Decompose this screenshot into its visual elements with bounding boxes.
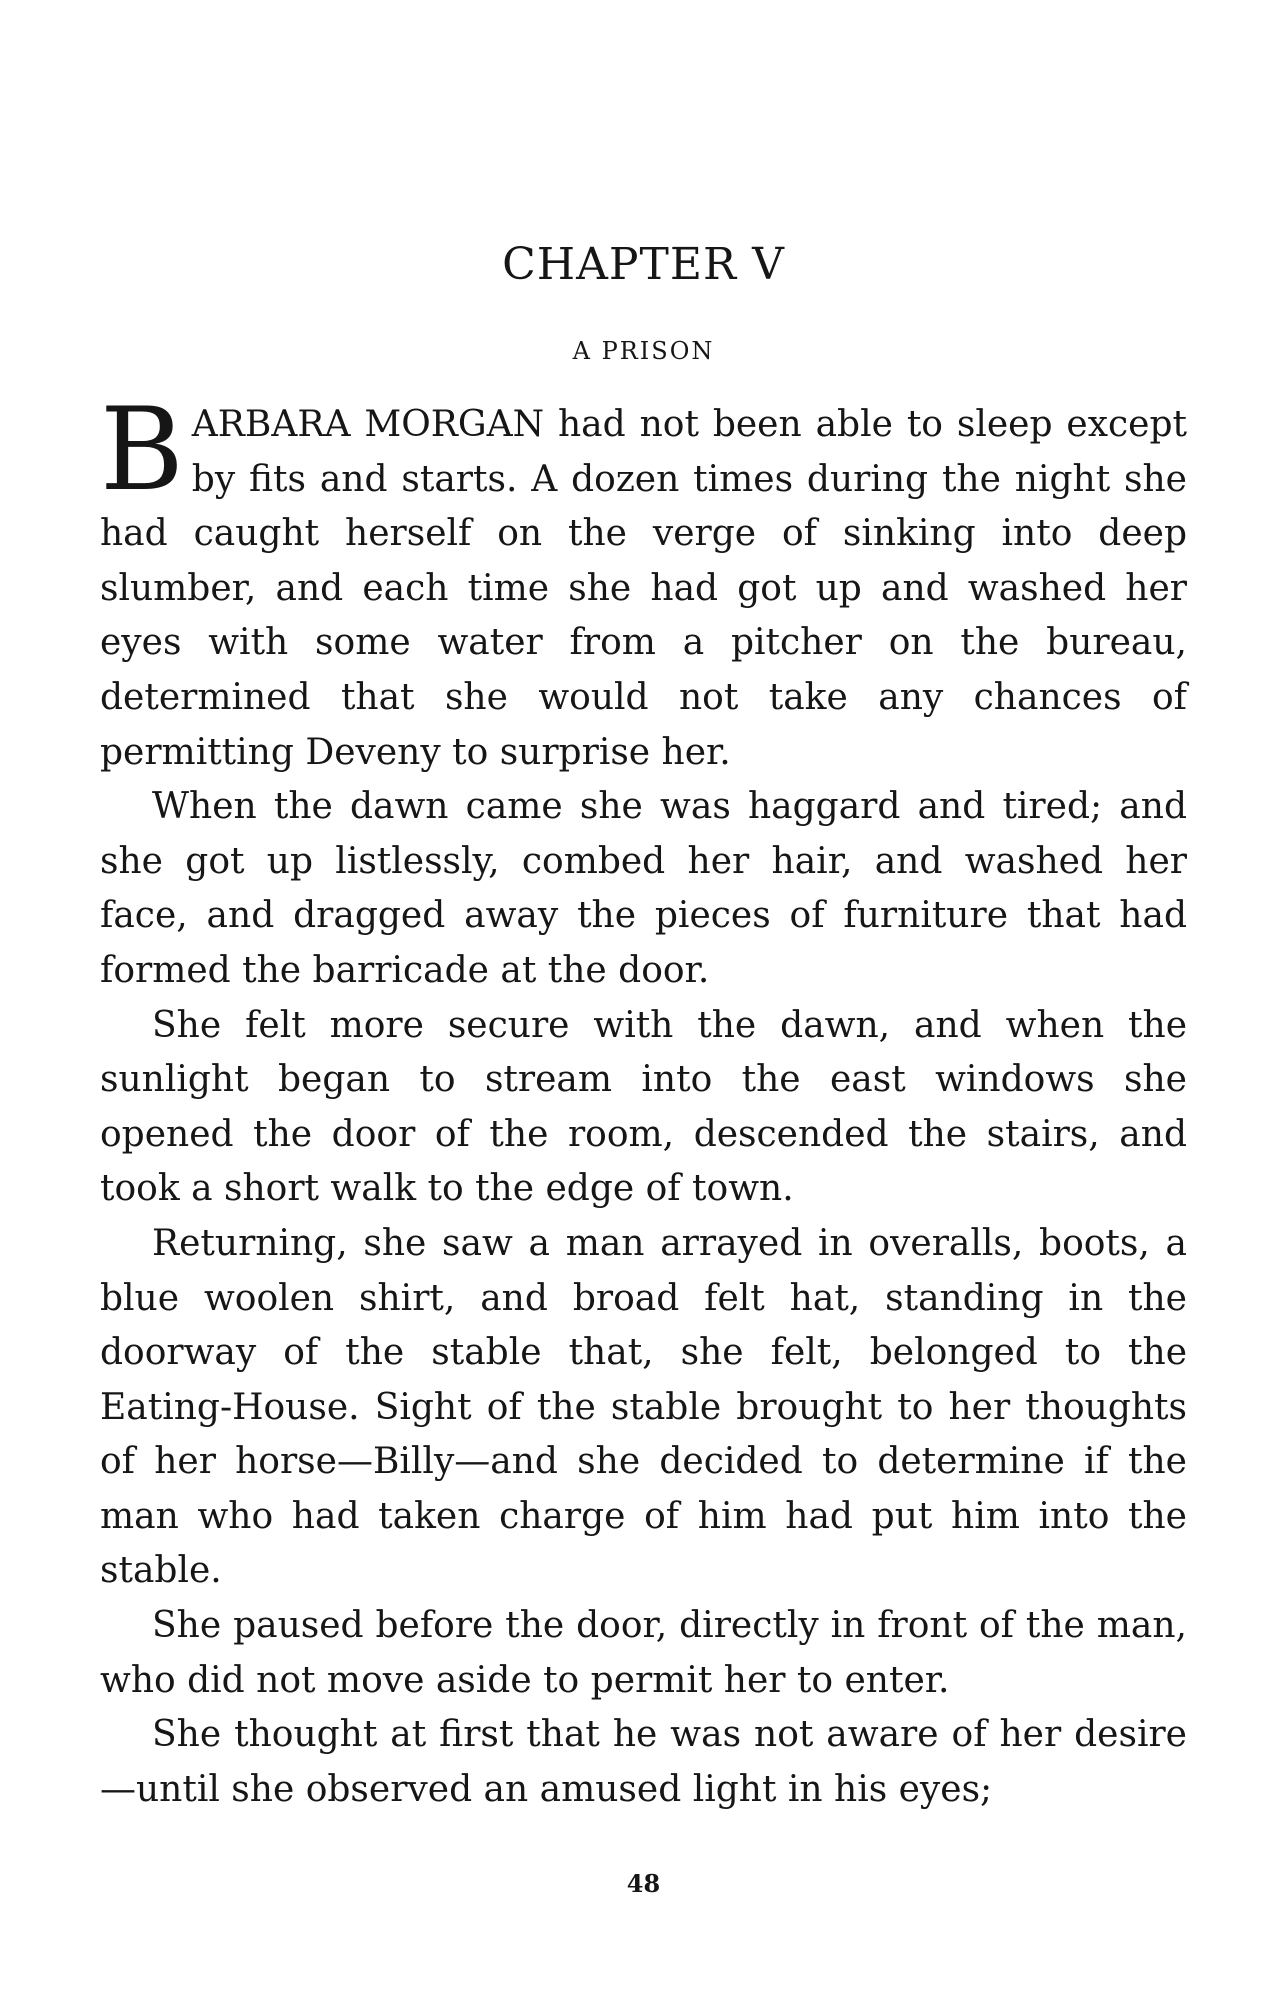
paragraph-6: She thought at first that he was not aware of her desire—until she observed an amused light in his eyes; xyxy=(100,1714,1187,1810)
chapter-body xyxy=(100,383,1187,1817)
paragraph-1 xyxy=(100,383,1187,780)
paragraph-2: When the dawn came she was haggard and tired; and she got up listlessly, combed her hair, and washed her face, and dragged away the pieces of furniture that had formed the barricade at the door. xyxy=(100,786,1187,991)
drop-cap: B xyxy=(100,383,184,516)
page-number: 48 xyxy=(626,1869,661,1898)
paragraph-4: Returning, she saw a man arrayed in overalls, boots, a blue woolen shirt, and broad felt hat, standing in the doorway of the stable that, she felt, belonged to the Eating-House. Sight of the stable brought to her thoughts of her horse—Billy—and she decided to determine if the man who had taken charge of him had put him into the stable. xyxy=(100,1222,1187,1592)
chapter-title: CHAPTER V xyxy=(502,239,785,290)
paragraph-5: She paused before the door, directly in front of the man, who did not move aside to permit her to enter. xyxy=(100,1605,1187,1701)
chapter-subtitle: A PRISON xyxy=(572,337,715,365)
paragraph-text: ARBARA MORGAN had not been able to sleep except by fits and starts. A dozen times during the night she had caught herself on the verge of sinking into deep slumber, and each time she had got up and washed her eyes with some water from a pitcher on the bureau, determined that she would not take any chances of permitting Deveny to surprise her. xyxy=(100,404,1187,773)
paragraph-3: She felt more secure with the dawn, and when the sunlight began to stream into the east windows she opened the door of the room, descended the stairs, and took a short walk to the edge of town. xyxy=(100,1004,1187,1210)
